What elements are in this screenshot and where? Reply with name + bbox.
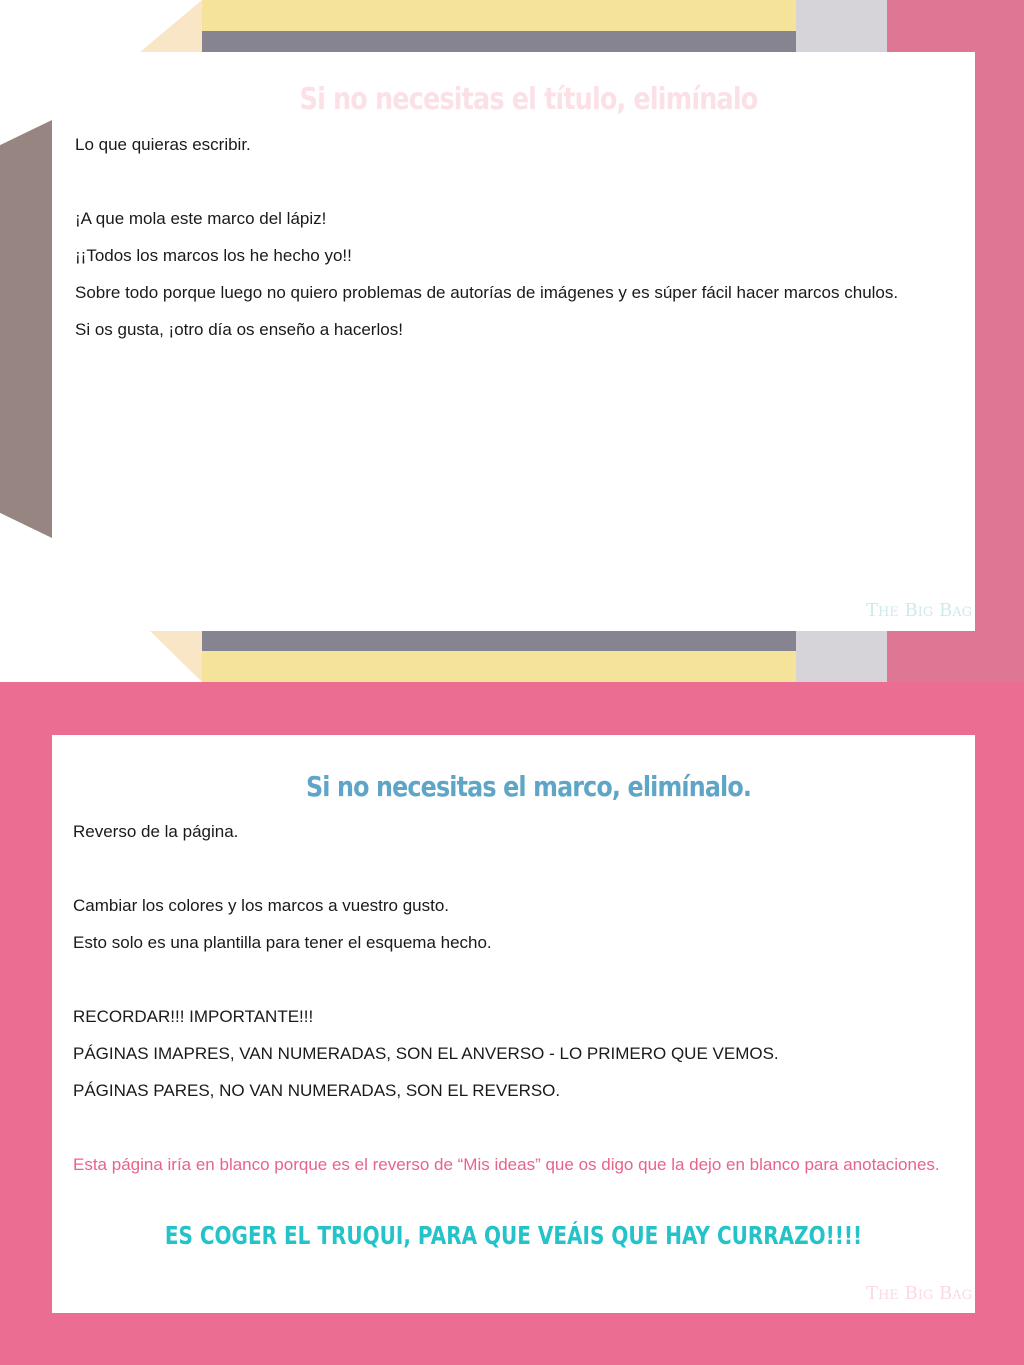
slide-1-blank-line [75, 171, 948, 193]
slide-2-paragraph: PÁGINAS PARES, NO VAN NUMERADAS, SON EL REVERSO. [73, 1081, 561, 1100]
slide-1-brand-watermark: The Big Bag [865, 600, 972, 621]
slide-1-body [75, 134, 948, 356]
slide-2-title: Si no necesitas el marco, elimínalo. [305, 770, 752, 803]
slide-2-paragraph: RECORDAR!!! IMPORTANTE!!! [73, 1007, 314, 1026]
slide-2-brand-watermark: The Big Bag [865, 1283, 972, 1304]
slide-2-paragraph: Cambiar los colores y los marcos a vuestro gusto. [73, 896, 450, 915]
slide-2-blank-line [73, 1117, 946, 1139]
slide-2-blank-line [73, 858, 946, 880]
slide-2-paragraph: Esto solo es una plantilla para tener el esquema hecho. [73, 933, 492, 952]
pencil-body-bottom-gray [202, 631, 796, 651]
slide-2-paragraph: PÁGINAS IMAPRES, VAN NUMERADAS, SON EL ANVERSO - LO PRIMERO QUE VEMOS. [73, 1044, 779, 1063]
slide-2-call-to-action: ES COGER EL TRUQUI, PARA QUE VEÁIS QUE HAY CURRAZO!!!! [164, 1221, 863, 1250]
slide-2-body [73, 821, 946, 1191]
slide-2-blank-line [73, 969, 946, 991]
pencil-body-bottom-yellow [202, 651, 796, 682]
slide-1-paragraph: Sobre todo porque luego no quiero problemas de autorías de imágenes y es súper fácil hacer marcos chulos. [75, 283, 899, 302]
pencil-tip [0, 120, 52, 538]
slide-2-paragraph: Reverso de la página. [73, 822, 239, 841]
slide-1-title: Si no necesitas el título, elimínalo [299, 82, 758, 117]
slide-1-paragraph: ¡¡Todos los marcos los he hecho yo!! [75, 246, 352, 265]
slide-1-paragraph: ¡A que mola este marco del lápiz! [75, 209, 327, 228]
pencil-body-top-yellow [202, 0, 796, 31]
pencil-ferrule-top [796, 0, 887, 52]
pencil-ferrule-bottom [796, 631, 887, 682]
slide-1-paragraph: Lo que quieras escribir. [75, 135, 251, 154]
slide-1-paragraph: Si os gusta, ¡otro día os enseño a hacerlos! [75, 320, 403, 339]
pencil-body-top-gray [202, 31, 796, 52]
slide-2-note: Esta página iría en blanco porque es el reverso de “Mis ideas” que os digo que la dejo en blanco para anotaciones. [73, 1155, 940, 1174]
